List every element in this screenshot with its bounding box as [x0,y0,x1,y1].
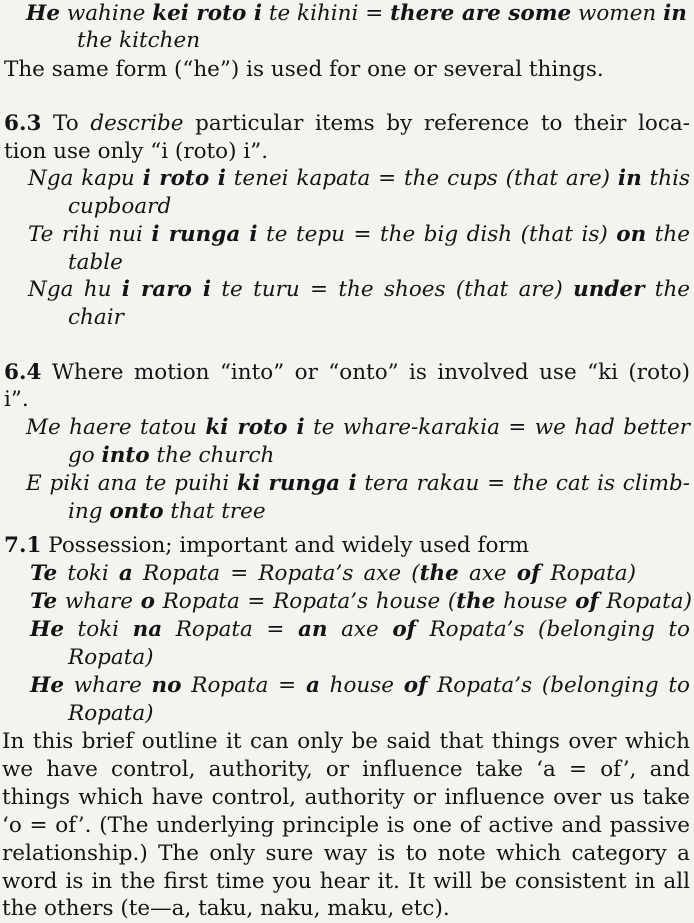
example-cat-tree [26,470,690,498]
example-shoes-chair [28,276,690,304]
text-run: chair [68,305,124,330]
text-run: under [573,277,645,302]
example-cups-cupboard [28,165,690,193]
example-toki-a [30,560,636,588]
example-dish-table-cont [68,249,694,277]
text-run: particular items by reference to their loca- [183,111,690,136]
text-run: no [151,673,182,698]
example-toki-na-cont [68,644,694,672]
text-run: a [118,561,133,586]
text-run: na [132,617,163,642]
text-run: toki [57,561,119,586]
section-6-3-heading [4,110,690,138]
text-run: 6.3 [4,111,42,136]
text-run: go [68,443,102,468]
paragraph-line-7 [2,895,694,923]
text-run: tion use only “i (roto) i”. [4,139,269,164]
text-run: i”. [4,387,29,412]
text-run: table [68,250,123,275]
text-run: women [571,1,664,26]
text-run: that tree [163,499,266,524]
text-run: He [30,673,64,698]
text-run: Ropata = [162,617,298,642]
example-toki-na [30,616,690,644]
text-run: the [644,277,691,302]
text-run: whare [64,673,152,698]
note-same-form [4,56,694,84]
text-run: whare [57,589,141,614]
text-run: ing [68,499,110,524]
text-run: a [305,673,320,698]
text-run: Ropata = Ropata’s house ( [154,589,457,614]
paragraph-line-5 [2,840,690,868]
text-run: To [41,111,91,136]
text-run: te turu = the shoes (that are) [211,277,574,302]
text-run: the others (te—a, taku, naku, maku, etc). [2,896,450,921]
text-run: on [616,222,647,247]
text-run: axe [458,561,517,586]
text-run: this [641,166,690,191]
text-run: in [617,166,642,191]
text-run: house [495,589,576,614]
text-run: The same form (“he”) is used for one or several things. [4,57,604,82]
text-run: Possession; important and widely used form [41,533,530,558]
section-6-4-heading [4,359,690,387]
text-run: the church [149,443,275,468]
text-run: onto [109,499,164,524]
example-whare-no-cont [68,700,694,728]
text-run: word is in the first time you hear it. It will be consistent in all [2,869,690,894]
text-run: things which have control, authority or influence over us take [2,785,690,810]
text-run: Me haere tatou [26,415,206,440]
text-run: tenei kapata = the cups (that are) [225,166,618,191]
text-run: of [575,589,599,614]
text-run: house [319,673,404,698]
text-run: the [456,589,496,614]
text-run: Ropata) [68,645,154,670]
text-run: te kihini = [262,1,391,26]
example-shoes-chair-cont [68,304,694,332]
text-run: ki runga i [237,471,357,496]
text-run: an [298,617,328,642]
text-run: Te [30,561,58,586]
section-6-4-text [4,386,694,414]
text-run: Te rihi nui [28,222,152,247]
text-run: kei roto i [152,1,263,26]
example-line-women-kitchen-cont [77,27,694,55]
section-7-1-heading [4,532,694,560]
section-6-3-text [4,138,694,166]
text-run: Ropata’s (belonging to [427,673,690,698]
text-run: Ropata = Ropata’s axe ( [132,561,420,586]
text-run: 6.4 [4,360,42,385]
text-run: Ropata) [68,701,154,726]
text-run: there are some [390,1,572,26]
paragraph-line-4 [2,812,690,840]
text-run: axe [327,617,393,642]
text-run: describe [90,111,184,136]
text-run: He [26,1,60,26]
text-run: 7.1 [4,533,42,558]
text-run: in [663,1,687,26]
example-dish-table [28,221,690,249]
text-run: of [516,561,541,586]
text-run: the kitchen [77,28,201,53]
example-church-cont [68,442,694,470]
example-cat-tree-cont [68,498,694,526]
text-run: ki roto i [205,415,305,440]
text-run: of [403,673,428,698]
example-whare-no [30,672,690,700]
text-run: the [419,561,459,586]
text-run: relationship.) The only sure way is to note which category a [2,841,690,866]
text-run: cupboard [68,194,172,219]
text-run: Where motion “into” or “onto” is involved use “ki (roto) [41,360,690,385]
text-run: Ropata = [181,673,306,698]
text-run: Ropata’s (belonging to [415,617,690,642]
text-run: tera rakau = the cat is climb- [356,471,690,496]
text-run: te whare-karakia = we had better [304,415,690,440]
text-run: into [101,443,150,468]
text-run: Nga hu [28,277,122,302]
text-run: E piki ana te puihi [26,471,238,496]
text-run: of [392,617,416,642]
text-run: Ropata) [598,589,692,614]
text-run: Nga kapu [28,166,143,191]
text-run: we have control, authority, or influence take ‘a = of’, and [2,757,690,782]
text-run: i runga i [151,222,258,247]
paragraph-line-2 [2,756,690,784]
text-run: i roto i [142,166,226,191]
text-run: He [30,617,64,642]
text-run: o [140,589,155,614]
paragraph-line-3 [2,784,690,812]
text-run: Ropata) [540,561,636,586]
text-run: toki [64,617,133,642]
example-church [26,414,690,442]
text-run: te tepu = the big dish (that is) [257,222,617,247]
paragraph-line-6 [2,868,690,896]
text-run: Te [30,589,58,614]
example-cups-cupboard-cont [68,193,694,221]
paragraph-line-1 [2,728,690,756]
text-run: wahine [60,1,153,26]
text-run: ‘o = of’. (The underlying principle is one of active and passive [2,813,690,838]
text-run: In this brief outline it can only be said that things over which [2,729,690,754]
example-line-women-kitchen [26,0,694,28]
text-run: the [646,222,690,247]
example-whare-o [30,588,692,616]
text-run: i raro i [121,277,212,302]
